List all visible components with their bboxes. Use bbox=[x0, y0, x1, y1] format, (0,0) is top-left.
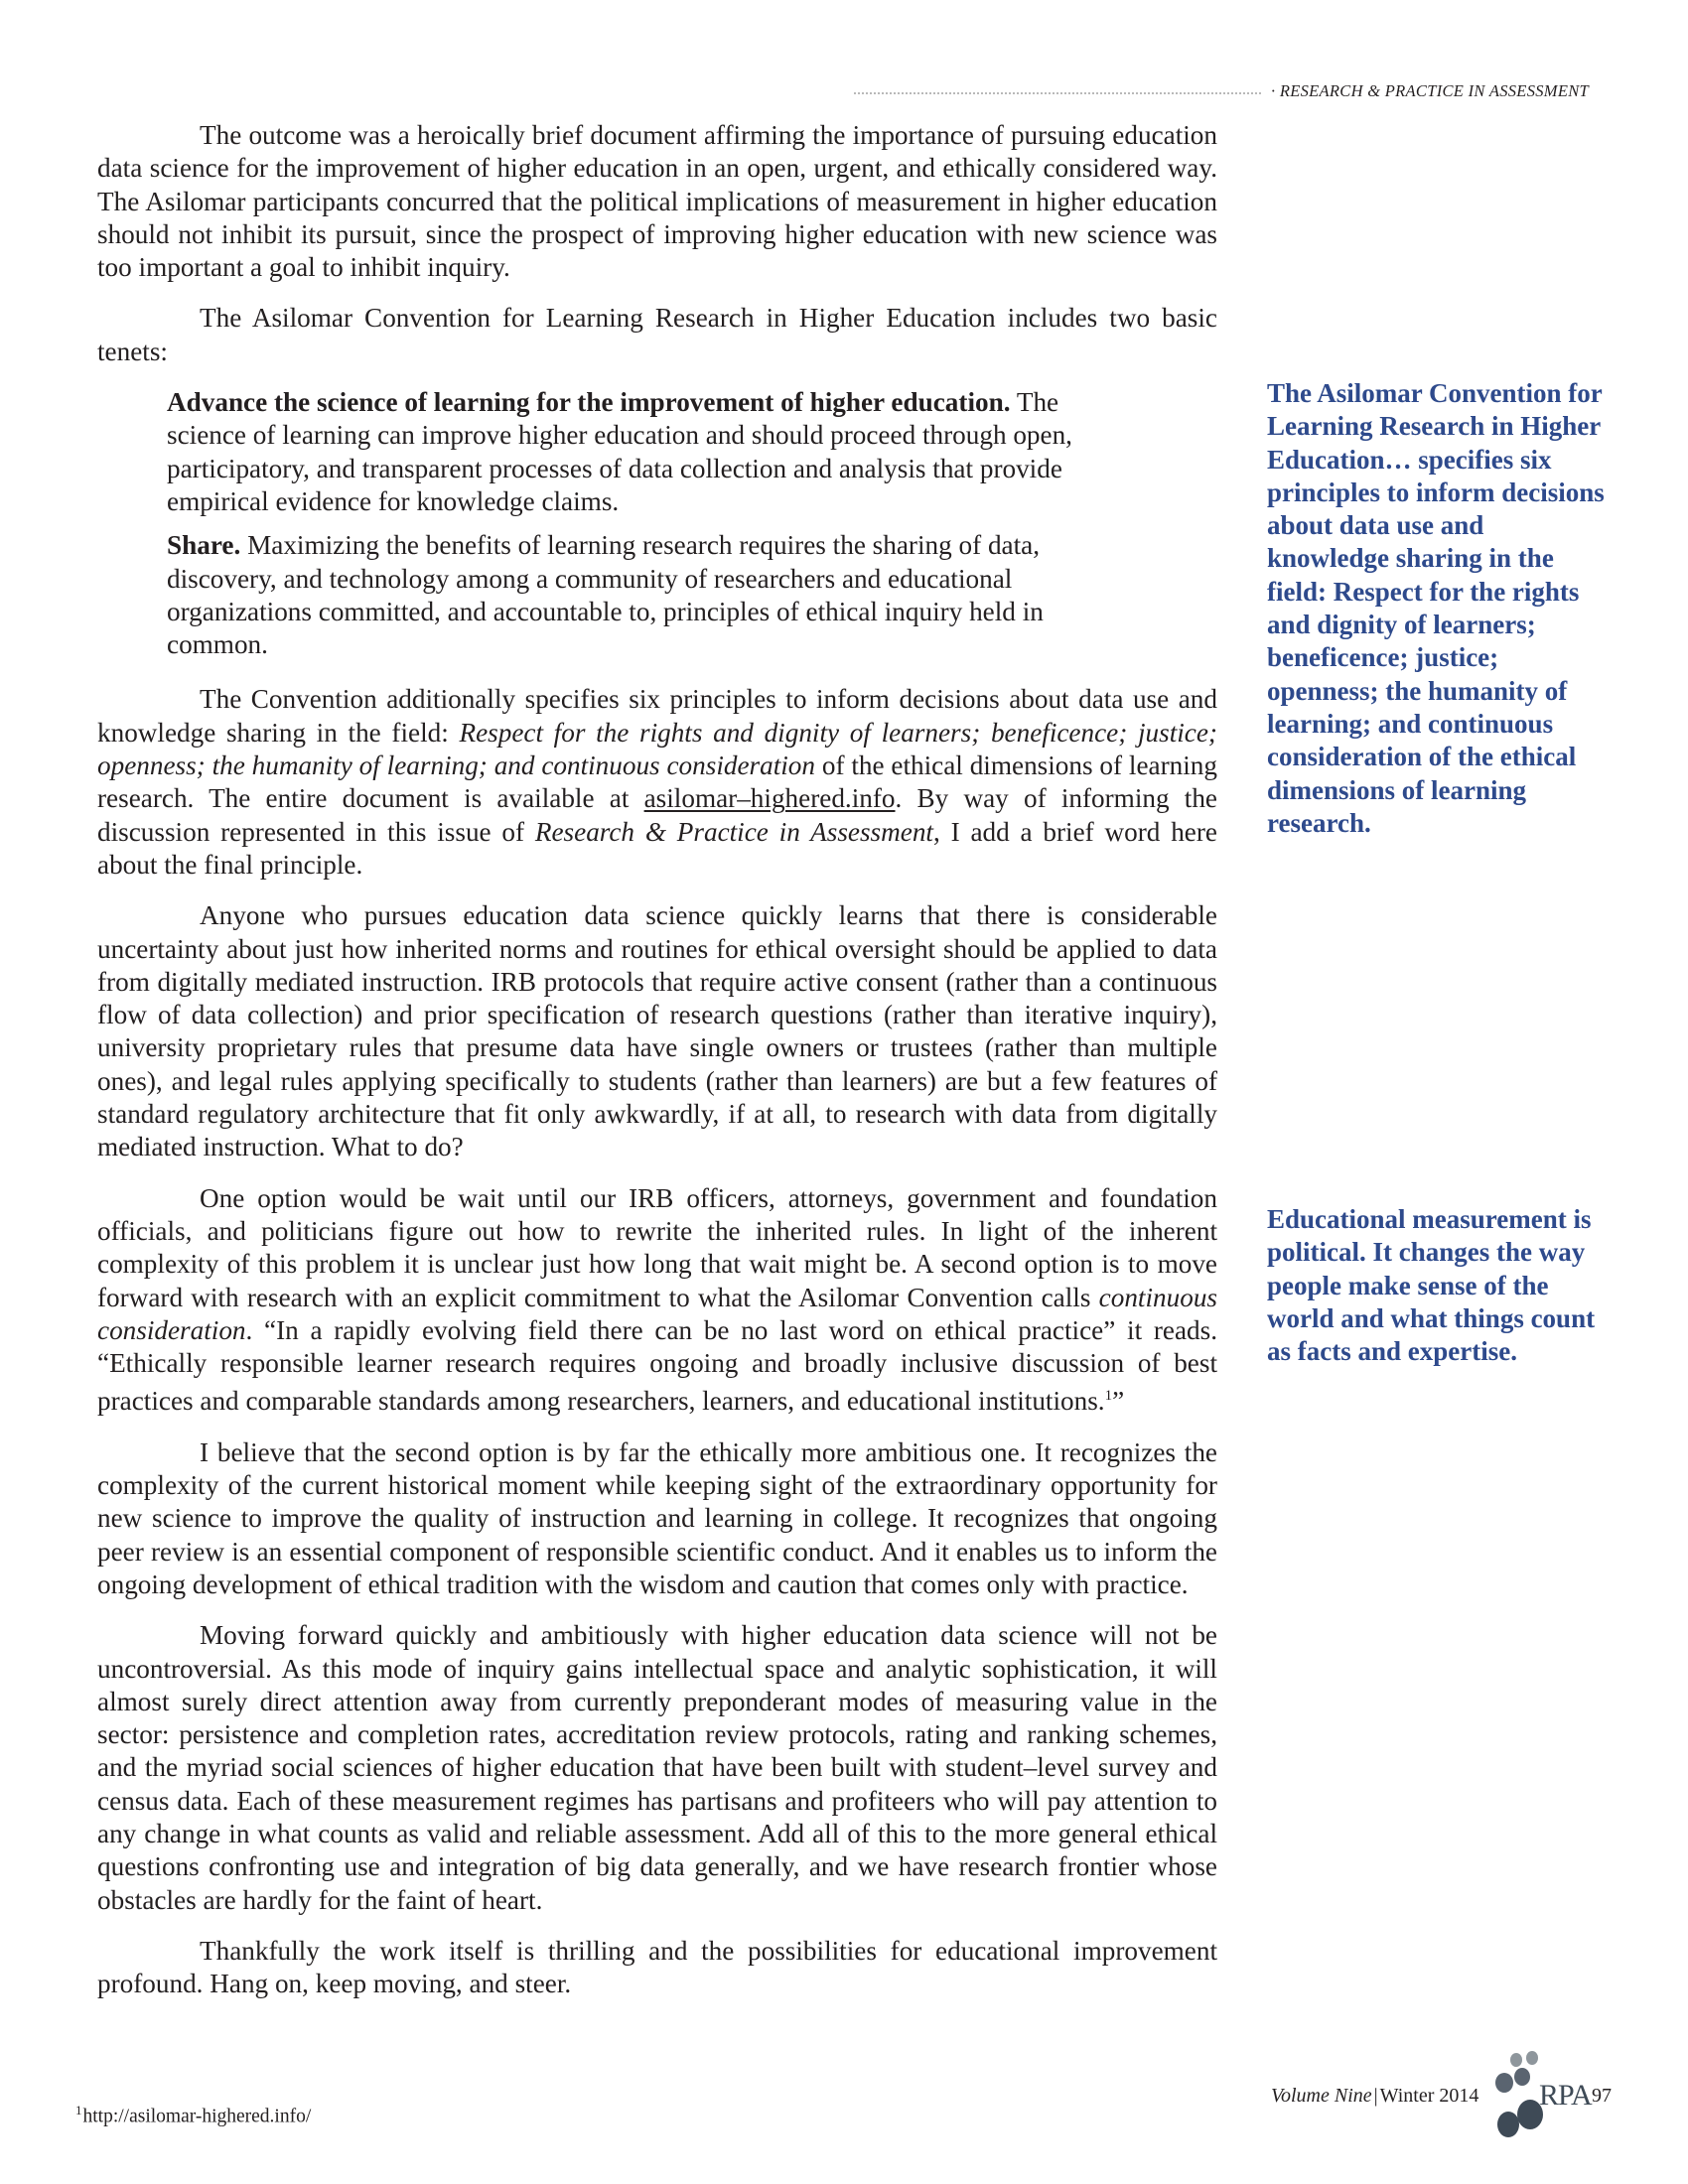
principles-italic-list: Respect for the rights and dignity of learners; beneficence; justice; openness; the humanity of learning; and continuous consideration bbox=[97, 717, 1217, 781]
paragraph-closing: Thankfully the work itself is thrilling and the possibilities for educational improvement profound. Hang on, keep moving, and steer. bbox=[97, 1935, 1217, 1999]
footer-volume: Volume Nine bbox=[1271, 2085, 1372, 2107]
paragraph-second-option: I believe that the second option is by far the ethically more ambitious one. It recognizes the complexity of the current historical moment while keeping sight of the extraordinary opportunity for new science to improve the quality of instruction and learning in college. It recognizes that ongoing peer review is an essential component of responsible scientific conduct. And it enables us to inform the ongoing development of ethical tradition with the wisdom and caution that comes only with practice. bbox=[97, 1436, 1217, 1599]
tenet-share-heading: Share. bbox=[167, 530, 241, 561]
paragraph-tenets-intro: The Asilomar Convention for Learning Research in Higher Education includes two basic tenets: bbox=[97, 303, 1217, 366]
page-footer bbox=[1271, 2085, 1478, 2108]
paragraph-options bbox=[97, 1182, 1217, 1419]
paragraph-outcome: The outcome was a heroically brief document affirming the importance of pursuing education data science for the improvement of higher education in an open, urgent, and ethically considered way. The Asilomar participants concurred that the political implications of measurement in higher education should not inhibit its pursuit, since the prospect of improving higher education with new science was too important a goal to inhibit inquiry. bbox=[97, 120, 1217, 283]
footnote-url[interactable]: http://asilomar-highered.info/ bbox=[82, 2106, 312, 2127]
tenet-share-text: Maximizing the benefits of learning research requires the sharing of data, discovery, and technology among a community of researchers and educational organizations committed, and accountable to, principles of ethical inquiry held in common. bbox=[167, 530, 1044, 660]
principles-text-3: . By way of informing the discussion represented in this issue of bbox=[97, 783, 1218, 847]
asilomar-link[interactable]: asilomar–highered.info bbox=[643, 783, 896, 814]
pullquote-measurement: Educational measurement is political. It changes the way people make sense of the world and what things count as facts and expertise. bbox=[1267, 1204, 1596, 1367]
footnote-mark: 1 bbox=[75, 2103, 82, 2117]
page-number: 97 bbox=[1592, 2085, 1612, 2107]
principles-text-2: of the ethical dimensions of learning research. The entire document is available at bbox=[97, 751, 1217, 814]
tenet-share bbox=[167, 529, 1110, 661]
footer-separator: | bbox=[1373, 2085, 1378, 2107]
paragraph-uncertainty: Anyone who pursues education data science quickly learns that there is considerable uncertainty about just how inherited norms and routines for ethical oversight should be applied to data from digitally mediated instruction. IRB protocols that require active consent (rather than a continuous flow of data collection) and prior specification of research questions (rather than iterative inquiry), university proprietary rules that presume data have single owners or trustees (rather than multiple ones), and legal rules applying specifically to students (rather than learners) are but a few features of standard regulatory architecture that fit only awkwardly, if at all, to research with data from digitally mediated instruction. What to do? bbox=[97, 900, 1217, 1162]
header-dotted-rule bbox=[854, 92, 1261, 94]
tenet-advance bbox=[167, 386, 1110, 518]
principles-text-4: , I add a brief word here about the final principle. bbox=[97, 816, 1217, 880]
options-text-2: . “In a rapidly evolving field there can be no last word on ethical practice” it reads. “Ethically responsible learner research requires ongoing and broadly inclusive discussion of best practices and comparable standards among researchers, learners, and educational institutions. bbox=[97, 1314, 1217, 1417]
tenet-advance-text: The science of learning can improve higher education and should proceed through open, participatory, and transparent processes of data collection and analysis that provide empirical evidence for knowledge claims. bbox=[167, 387, 1072, 516]
footer-issue: Winter 2014 bbox=[1379, 2085, 1479, 2107]
paragraph-moving-forward: Moving forward quickly and ambitiously with higher education data science will not be uncontroversial. As this mode of inquiry gains intellectual space and analytic sophistication, it will almost surely direct attention away from currently preponderant modes of measuring value in the sector: persistence and completion rates, accreditation review protocols, rating and ranking schemes, and the myriad social sciences of higher education that have been built with student–level survey and census data. Each of these measurement regimes has partisans and profiteers who will pay attention to any change in what counts as valid and reliable assessment. Add all of this to the more general ethical questions confronting use and integration of big data generally, and we have research frontier whose obstacles are hardly for the faint of heart. bbox=[97, 1620, 1217, 1915]
paragraph-principles bbox=[97, 683, 1217, 882]
tenets-block bbox=[167, 386, 1110, 661]
options-text-1: One option would be wait until our IRB officers, attorneys, government and foundation officials, and politicians figure out how to rewrite the inherited rules. In light of the inherent complexity of this problem it is unclear just how long that wait might be. A second option is to move forward with research with an explicit commitment to what the Asilomar Convention calls bbox=[97, 1182, 1217, 1312]
rpa-logo-text: RPA bbox=[1539, 2079, 1592, 2112]
options-text-3: ” bbox=[1112, 1386, 1125, 1417]
principles-text-1: The Convention additionally specifies six principles to inform decisions about data use and knowledge sharing in the field: bbox=[97, 684, 1217, 748]
main-text-column bbox=[97, 119, 1217, 2001]
running-header bbox=[854, 81, 1589, 101]
footnote-reference[interactable]: 1 bbox=[1104, 1388, 1113, 1405]
journal-title-italic: Research & Practice in Assessment bbox=[534, 816, 933, 847]
pullquote-asilomar: The Asilomar Convention for Learning Research in Higher Education… specifies six principles to inform decisions about data use and knowledge sharing in the field: Respect for the rights and dignity of learners; beneficence; justice; openness; the humanity of learning; and continuous consideration of the ethical dimensions of learning research. bbox=[1267, 378, 1605, 838]
options-italic: continuous consideration bbox=[97, 1282, 1217, 1345]
footnote bbox=[75, 2103, 311, 2128]
running-title: · RESEARCH & PRACTICE IN ASSESSMENT bbox=[1270, 81, 1589, 100]
tenet-advance-heading: Advance the science of learning for the improvement of higher education. bbox=[167, 387, 1011, 418]
